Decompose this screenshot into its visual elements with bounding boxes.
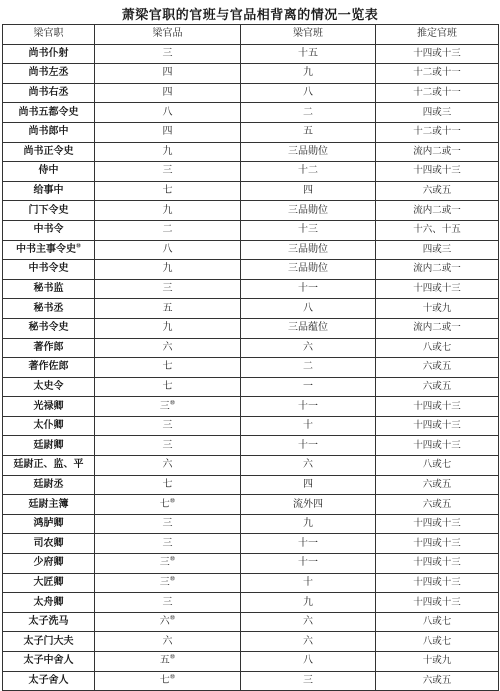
- table-row: [3, 652, 499, 672]
- cell-official-ban: 八: [241, 83, 376, 103]
- table-row: [3, 514, 499, 534]
- cell-official-title: [3, 299, 95, 319]
- cell-official-ban: 三品勋位: [241, 142, 376, 162]
- table-row: [3, 260, 499, 280]
- official-grade-text: 七: [162, 478, 173, 490]
- official-title-text: 尚书正令史: [23, 145, 74, 157]
- official-grade-text: 三: [159, 400, 170, 412]
- official-title-text: 少府卿: [33, 557, 64, 569]
- cell-official-title: [3, 514, 95, 534]
- official-grade-text: 三: [162, 518, 173, 530]
- official-title-text: 中书令史: [28, 263, 69, 275]
- cell-official-title: [3, 475, 95, 495]
- cell-official-grade: [95, 260, 241, 280]
- footnote-marker: ⑩: [169, 575, 176, 583]
- cell-official-grade: [95, 534, 241, 554]
- official-grade-text: 六: [162, 635, 173, 647]
- table-row: [3, 181, 499, 201]
- cell-official-grade: [95, 318, 241, 338]
- cell-estimated-ban: 流内二或一: [376, 318, 499, 338]
- table-row: [3, 554, 499, 574]
- official-title-text: 太子中舍人: [23, 655, 74, 667]
- cell-estimated-ban: 流内二或一: [376, 201, 499, 221]
- official-title-text: 廷尉卿: [33, 439, 64, 451]
- cell-official-grade: [95, 475, 241, 495]
- cell-official-ban: 五: [241, 122, 376, 142]
- cell-official-grade: [95, 514, 241, 534]
- table-row: [3, 495, 499, 515]
- cell-estimated-ban: 十四或十三: [376, 44, 499, 64]
- header-official-ban: 梁官班: [241, 25, 376, 45]
- cell-official-grade: [95, 338, 241, 358]
- cell-estimated-ban: 十四或十三: [376, 573, 499, 593]
- cell-estimated-ban: 六或五: [376, 671, 499, 691]
- table-row: [3, 240, 499, 260]
- cell-official-title: [3, 456, 95, 476]
- cell-official-ban: 八: [241, 652, 376, 672]
- official-title-text: 太子洗马: [28, 616, 69, 628]
- cell-official-title: [3, 397, 95, 417]
- cell-estimated-ban: 十四或十三: [376, 436, 499, 456]
- cell-official-title: [3, 162, 95, 182]
- cell-official-title: [3, 181, 95, 201]
- cell-official-title: [3, 122, 95, 142]
- cell-official-ban: 六: [241, 612, 376, 632]
- cell-official-grade: [95, 593, 241, 613]
- official-grade-text: 三: [162, 537, 173, 549]
- table-row: [3, 671, 499, 691]
- cell-official-ban: 流外四: [241, 495, 376, 515]
- official-grade-text: 五: [159, 655, 170, 667]
- official-title-text: 太仆卿: [33, 420, 64, 432]
- official-title-text: 廷尉正、监、平: [13, 459, 84, 471]
- official-grade-text: 三: [162, 283, 173, 295]
- official-grade-text: 四: [162, 67, 173, 79]
- footnote-marker: ⑩: [169, 556, 176, 563]
- cell-official-title: [3, 318, 95, 338]
- official-title-text: 司农卿: [33, 537, 64, 549]
- official-grade-text: 九: [162, 204, 173, 216]
- cell-official-title: [3, 201, 95, 221]
- official-title-text: 廷尉主簿: [28, 498, 69, 510]
- table-row: [3, 83, 499, 103]
- cell-official-ban: 九: [241, 514, 376, 534]
- header-official-title: 梁官职: [3, 25, 95, 45]
- cell-official-grade: [95, 181, 241, 201]
- official-title-text: 著作郎: [33, 341, 64, 353]
- official-title-text: 光禄卿: [33, 400, 64, 412]
- cell-official-ban: 一: [241, 377, 376, 397]
- cell-official-title: [3, 142, 95, 162]
- official-grade-text: 六: [162, 341, 173, 353]
- table-row: [3, 593, 499, 613]
- cell-estimated-ban: 六或五: [376, 181, 499, 201]
- official-grade-text: 七: [159, 674, 170, 686]
- table-row: [3, 142, 499, 162]
- table-row: [3, 338, 499, 358]
- cell-estimated-ban: 十或九: [376, 299, 499, 319]
- official-title-text: 侍中: [38, 165, 59, 177]
- official-grade-text: 三: [159, 557, 170, 569]
- cell-estimated-ban: 六或五: [376, 377, 499, 397]
- cell-estimated-ban: 十四或十三: [376, 397, 499, 417]
- cell-official-ban: 九: [241, 64, 376, 84]
- official-title-text: 门下令史: [28, 204, 69, 216]
- cell-estimated-ban: 八或七: [376, 456, 499, 476]
- cell-official-ban: 二: [241, 358, 376, 378]
- cell-estimated-ban: 十四或十三: [376, 554, 499, 574]
- cell-estimated-ban: 十六、十五: [376, 220, 499, 240]
- cell-official-title: [3, 240, 95, 260]
- cell-estimated-ban: 十四或十三: [376, 534, 499, 554]
- cell-official-ban: 十二: [241, 162, 376, 182]
- table-row: [3, 162, 499, 182]
- cell-official-grade: [95, 495, 241, 515]
- cell-estimated-ban: 流内二或一: [376, 260, 499, 280]
- table-row: [3, 632, 499, 652]
- cell-official-ban: 九: [241, 593, 376, 613]
- table-row: [3, 416, 499, 436]
- cell-official-grade: [95, 279, 241, 299]
- official-grade-text: 九: [162, 145, 173, 157]
- official-grade-text: 三: [159, 576, 170, 588]
- official-grade-text: 六: [162, 459, 173, 471]
- official-title-text: 太史令: [33, 380, 64, 392]
- cell-official-title: [3, 64, 95, 84]
- cell-official-title: [3, 44, 95, 64]
- cell-official-grade: [95, 299, 241, 319]
- cell-official-ban: 十三: [241, 220, 376, 240]
- table-row: [3, 436, 499, 456]
- cell-official-grade: [95, 44, 241, 64]
- official-grade-text: 八: [162, 106, 173, 118]
- footnote-marker: ⑩: [169, 653, 176, 661]
- cell-official-ban: 十一: [241, 534, 376, 554]
- cell-official-ban: 三品勋位: [241, 260, 376, 280]
- cell-official-ban: 八: [241, 299, 376, 319]
- cell-official-grade: [95, 142, 241, 162]
- cell-official-title: [3, 534, 95, 554]
- table-body: [3, 44, 499, 691]
- official-grade-text: 四: [162, 126, 173, 138]
- official-title-text: 尚书右丞: [28, 87, 69, 99]
- cell-official-ban: 四: [241, 475, 376, 495]
- official-title-text: 秘书令史: [28, 322, 69, 334]
- table-row: [3, 612, 499, 632]
- table-row: [3, 456, 499, 476]
- footnote-marker: ⑩: [169, 497, 176, 505]
- official-title-text: 太子门大夫: [23, 635, 74, 647]
- cell-official-grade: [95, 632, 241, 652]
- official-grade-text: 七: [159, 498, 170, 510]
- official-title-text: 尚书仆射: [28, 47, 69, 59]
- official-grade-text: 三: [162, 165, 173, 177]
- cell-official-title: [3, 358, 95, 378]
- table-row: [3, 534, 499, 554]
- official-title-text: 著作佐郎: [28, 361, 69, 373]
- official-grade-text: 六: [159, 616, 170, 628]
- official-grade-text: 三: [162, 439, 173, 451]
- cell-official-grade: [95, 573, 241, 593]
- cell-official-title: [3, 612, 95, 632]
- header-official-grade: 梁官品: [95, 25, 241, 45]
- cell-estimated-ban: 十二或十一: [376, 122, 499, 142]
- cell-official-title: [3, 436, 95, 456]
- cell-official-title: [3, 279, 95, 299]
- cell-official-ban: 十: [241, 416, 376, 436]
- cell-official-grade: [95, 612, 241, 632]
- table-row: [3, 64, 499, 84]
- cell-official-title: [3, 573, 95, 593]
- cell-estimated-ban: 八或七: [376, 632, 499, 652]
- table-row: [3, 573, 499, 593]
- cell-official-grade: [95, 397, 241, 417]
- official-rank-table: [2, 24, 499, 691]
- cell-estimated-ban: 四或三: [376, 240, 499, 260]
- cell-estimated-ban: 十四或十三: [376, 593, 499, 613]
- official-grade-text: 七: [162, 380, 173, 392]
- cell-official-grade: [95, 554, 241, 574]
- official-grade-text: 二: [162, 224, 173, 236]
- cell-official-grade: [95, 456, 241, 476]
- footnote-marker: ⑩: [75, 242, 82, 250]
- official-grade-text: 三: [162, 420, 173, 432]
- official-grade-text: 七: [162, 185, 173, 197]
- official-title-text: 尚书左丞: [28, 67, 69, 79]
- cell-official-grade: [95, 358, 241, 378]
- cell-estimated-ban: 十二或十一: [376, 64, 499, 84]
- cell-official-title: [3, 377, 95, 397]
- official-grade-text: 八: [162, 243, 173, 255]
- table-row: [3, 299, 499, 319]
- cell-official-ban: 十一: [241, 279, 376, 299]
- official-grade-text: 三: [162, 47, 173, 59]
- footnote-marker: ⑩: [169, 614, 176, 622]
- table-header-row: [3, 25, 499, 45]
- cell-official-grade: [95, 436, 241, 456]
- official-grade-text: 三: [162, 596, 173, 608]
- cell-official-title: [3, 260, 95, 280]
- cell-official-ban: 三品勋位: [241, 240, 376, 260]
- cell-official-grade: [95, 103, 241, 123]
- cell-estimated-ban: 十或九: [376, 652, 499, 672]
- official-title-text: 尚书郎中: [28, 126, 69, 138]
- official-title-text: 大匠卿: [33, 576, 64, 588]
- cell-official-ban: 二: [241, 103, 376, 123]
- cell-official-ban: 三品蕴位: [241, 318, 376, 338]
- cell-official-ban: 六: [241, 632, 376, 652]
- cell-official-title: [3, 103, 95, 123]
- official-title-text: 太子舍人: [28, 674, 69, 686]
- cell-official-ban: 三: [241, 671, 376, 691]
- official-title-text: 尚书五都令史: [18, 106, 79, 118]
- official-title-text: 秘书丞: [33, 302, 64, 314]
- official-grade-text: 七: [162, 361, 173, 373]
- cell-official-grade: [95, 652, 241, 672]
- official-title-text: 太舟卿: [33, 596, 64, 608]
- cell-official-title: [3, 632, 95, 652]
- official-title-text: 中书令: [33, 224, 64, 236]
- cell-official-title: [3, 338, 95, 358]
- table-row: [3, 103, 499, 123]
- cell-official-title: [3, 495, 95, 515]
- official-grade-text: 九: [162, 263, 173, 275]
- cell-estimated-ban: 十四或十三: [376, 514, 499, 534]
- cell-estimated-ban: 六或五: [376, 495, 499, 515]
- table-row: [3, 377, 499, 397]
- table-row: [3, 201, 499, 221]
- official-title-text: 中书主事令史: [15, 243, 76, 255]
- cell-estimated-ban: 流内二或一: [376, 142, 499, 162]
- footnote-marker: ⑩: [169, 673, 176, 681]
- cell-estimated-ban: 十四或十三: [376, 162, 499, 182]
- table-row: [3, 122, 499, 142]
- cell-official-grade: [95, 416, 241, 436]
- table-row: [3, 279, 499, 299]
- table-row: [3, 318, 499, 338]
- cell-official-grade: [95, 240, 241, 260]
- table-row: [3, 44, 499, 64]
- official-grade-text: 九: [162, 322, 173, 334]
- cell-official-title: [3, 83, 95, 103]
- footnote-marker: ⑩: [169, 399, 176, 407]
- cell-estimated-ban: 四或三: [376, 103, 499, 123]
- table-row: [3, 358, 499, 378]
- cell-official-grade: [95, 83, 241, 103]
- cell-official-title: [3, 220, 95, 240]
- cell-official-title: [3, 652, 95, 672]
- cell-official-grade: [95, 162, 241, 182]
- cell-official-title: [3, 554, 95, 574]
- cell-official-ban: 十: [241, 573, 376, 593]
- cell-official-ban: 六: [241, 338, 376, 358]
- cell-official-title: [3, 671, 95, 691]
- cell-estimated-ban: 八或七: [376, 338, 499, 358]
- cell-estimated-ban: 六或五: [376, 358, 499, 378]
- cell-estimated-ban: 十四或十三: [376, 279, 499, 299]
- official-title-text: 秘书监: [33, 283, 64, 295]
- cell-official-grade: [95, 377, 241, 397]
- cell-official-title: [3, 593, 95, 613]
- table-row: [3, 220, 499, 240]
- table-row: [3, 397, 499, 417]
- cell-official-ban: 十一: [241, 397, 376, 417]
- cell-estimated-ban: 六或五: [376, 475, 499, 495]
- cell-official-grade: [95, 122, 241, 142]
- cell-official-ban: 十五: [241, 44, 376, 64]
- official-grade-text: 五: [162, 302, 173, 314]
- table-row: [3, 475, 499, 495]
- cell-official-ban: 四: [241, 181, 376, 201]
- cell-estimated-ban: 八或七: [376, 612, 499, 632]
- cell-official-grade: [95, 671, 241, 691]
- header-estimated-ban: 推定官班: [376, 25, 499, 45]
- cell-official-ban: 三品勋位: [241, 201, 376, 221]
- official-title-text: 廷尉丞: [33, 478, 64, 490]
- official-grade-text: 四: [162, 87, 173, 99]
- cell-official-ban: 六: [241, 456, 376, 476]
- official-title-text: 鸿胪卿: [33, 518, 64, 530]
- cell-estimated-ban: 十四或十三: [376, 416, 499, 436]
- cell-official-ban: 十一: [241, 436, 376, 456]
- cell-estimated-ban: 十二或十一: [376, 83, 499, 103]
- cell-official-grade: [95, 64, 241, 84]
- official-title-text: 给事中: [33, 185, 64, 197]
- table-title: 萧梁官职的官班与官品相背离的情况一览表: [121, 8, 379, 23]
- cell-official-title: [3, 416, 95, 436]
- cell-official-grade: [95, 201, 241, 221]
- cell-official-grade: [95, 220, 241, 240]
- cell-official-ban: 十一: [241, 554, 376, 574]
